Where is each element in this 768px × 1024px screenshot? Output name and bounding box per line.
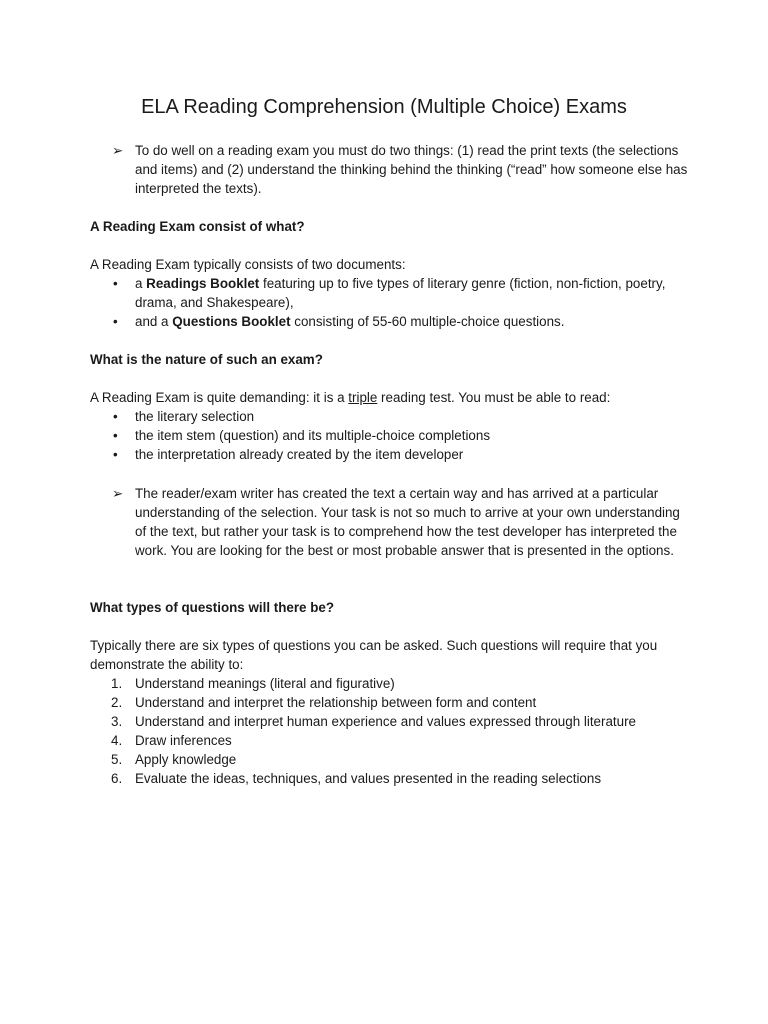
bullet-icon: • xyxy=(113,409,118,424)
documents-list xyxy=(90,274,690,331)
intro-text: To do well on a reading exam you must do two things: (1) read the print texts (the selections and items) and (2) understand the thinking behind the thinking (“read” how someone else has interpreted the texts). xyxy=(135,143,688,196)
list-item: 3. Understand and interpret human experience and values expressed through literature xyxy=(111,714,636,729)
list-item: 4. Draw inferences xyxy=(111,733,232,748)
bullet-icon: • xyxy=(113,314,118,329)
section-nature-body xyxy=(90,388,690,464)
intro-arrow-item xyxy=(90,141,690,198)
question-types-list xyxy=(90,674,690,788)
page-title: ELA Reading Comprehension (Multiple Choice) Exams xyxy=(141,96,627,118)
bullet-icon: • xyxy=(113,447,118,462)
read-list xyxy=(90,407,690,464)
section-consists-lead: A Reading Exam typically consists of two documents: xyxy=(90,257,406,272)
bullet-icon: • xyxy=(113,428,118,443)
section-heading-nature: What is the nature of such an exam? xyxy=(90,352,323,367)
section-heading-types: What types of questions will there be? xyxy=(90,600,335,615)
section-types xyxy=(90,598,690,617)
list-item: 6. Evaluate the ideas, techniques, and values presented in the reading selections xyxy=(111,771,602,786)
nature-note-block xyxy=(90,484,690,560)
bullet-icon: • xyxy=(113,276,118,291)
section-types-body xyxy=(90,636,690,788)
list-item: • a Readings Booklet featuring up to five types of literary genre (fiction, non-fiction, poetry, drama, and Shakespeare), xyxy=(113,276,666,310)
list-item: • the interpretation already created by the item developer xyxy=(113,447,464,462)
list-item: 5. Apply knowledge xyxy=(111,752,237,767)
section-nature xyxy=(90,350,690,369)
questions-booklet-term: Questions Booklet xyxy=(172,314,291,329)
section-consists xyxy=(90,217,690,236)
readings-booklet-term: Readings Booklet xyxy=(146,276,260,291)
list-item: • the literary selection xyxy=(113,409,255,424)
nature-note-text: The reader/exam writer has created the text a certain way and has arrived at a particular understanding of the selection. Your task is not so much to arrive at your own understanding of the text, but rather your task is to comprehend how the test developer has interpreted the work. You are looking for the best or most probable answer that is presented in the options. xyxy=(135,486,680,558)
section-types-lead: Typically there are six types of questions you can be asked. Such questions will require that you demonstrate the ability to: xyxy=(90,638,658,672)
list-item: 2. Understand and interpret the relationship between form and content xyxy=(111,695,537,710)
section-nature-lead: A Reading Exam is quite demanding: it is a triple reading test. You must be able to read: xyxy=(90,390,611,405)
arrow-bullet-icon: ➢ xyxy=(112,486,124,501)
intro-block xyxy=(90,141,690,198)
triple-underlined-word: triple xyxy=(348,390,378,405)
section-heading-consists: A Reading Exam consist of what? xyxy=(90,219,305,234)
list-item: • the item stem (question) and its multiple-choice completions xyxy=(113,428,491,443)
nature-arrow-item xyxy=(90,484,690,560)
section-consists-body xyxy=(90,255,690,331)
list-item: 1. Understand meanings (literal and figurative) xyxy=(111,676,395,691)
list-item: • and a Questions Booklet consisting of 55-60 multiple-choice questions. xyxy=(113,314,565,329)
arrow-bullet-icon: ➢ xyxy=(112,143,124,158)
